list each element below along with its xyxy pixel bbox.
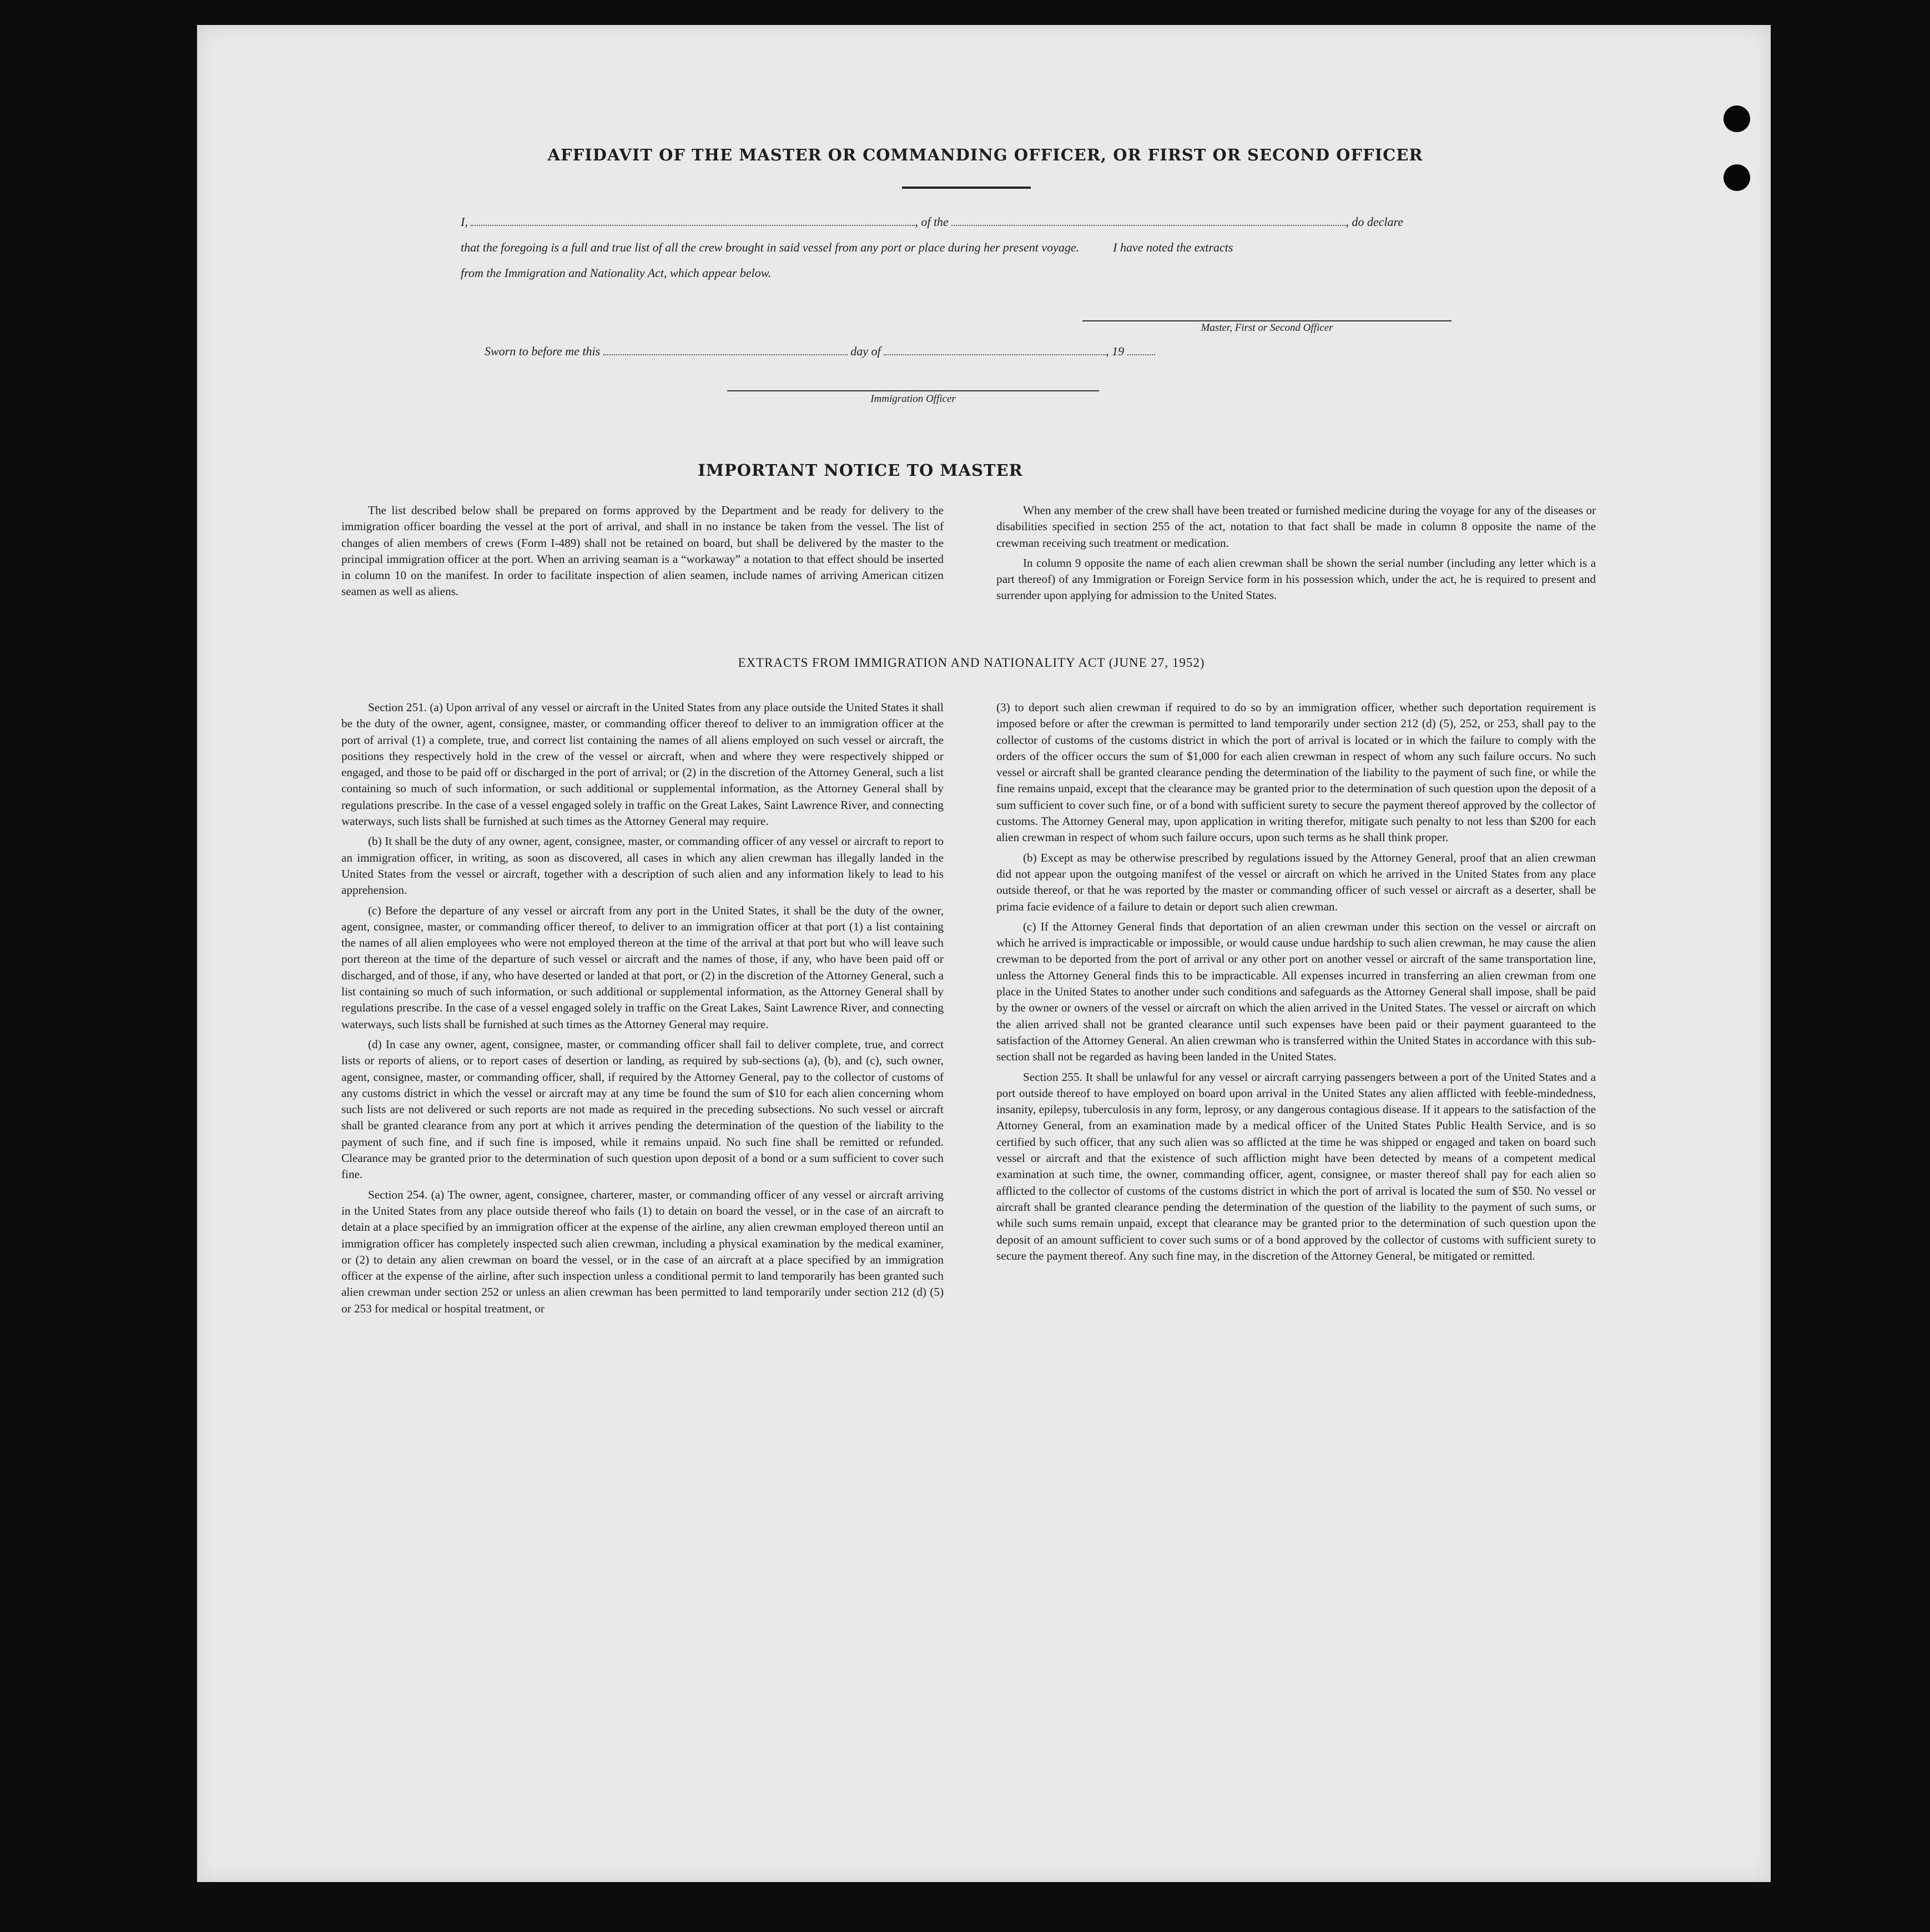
punch-hole — [1724, 164, 1750, 191]
declaration-line-1 — [461, 215, 1403, 229]
extract-paragraph: (b) Except as may be otherwise prescribed by regulations issued by the Attorney General, proof that an alien crewman did not appear upon the outgoing manifest of the vessel or aircraft on which he arrived in the United States from any place outside thereof, or that he was reported by the master or commanding officer of such vessel or aircraft as a deserter, shall be prima facie evidence of a failure to detain or deport such alien crewman. — [996, 851, 1596, 913]
extracts-title: EXTRACTS FROM IMMIGRATION AND NATIONALITY ACT (JUNE 27, 1952) — [738, 656, 1205, 670]
immigration-officer-label: Immigration Officer — [870, 393, 956, 405]
sworn-month-blank — [884, 344, 1106, 355]
master-signature-label: Master, First or Second Officer — [1201, 322, 1333, 334]
sworn-year-blank — [1127, 344, 1155, 355]
notice-title: IMPORTANT NOTICE TO MASTER — [698, 461, 1023, 480]
extracts-right-column — [996, 700, 1596, 1268]
sworn-day-blank — [603, 344, 848, 355]
notice-paragraph: The list described below shall be prepared on forms approved by the Department and be ready for delivery to the immigration officer boarding the vessel at the port of arrival, and shall in no instance be taken from the vessel. The list of changes of alien members of crews (Form I-489) shall not be retained on board, but shall be delivered by the master to the principal immigration officer at the port. When an arriving seaman is a “workaway” a notation to that effect should be inserted in column 10 on the manifest. In order to facilitate inspection of alien seamen, include names of arriving American citizen seamen as well as aliens. — [341, 504, 944, 598]
declaration-pronoun: I, — [461, 215, 468, 229]
sworn-text: Sworn to before me this — [485, 344, 601, 358]
affidavit-title: AFFIDAVIT OF THE MASTER OR COMMANDING OFFICER, OR FIRST OR SECOND OFFICER — [547, 145, 1423, 164]
sworn-year: , 19 — [1106, 344, 1125, 358]
declaration-line-3: from the Immigration and Nationality Act, which appear below. — [461, 266, 772, 280]
name-blank — [471, 215, 915, 226]
extract-paragraph: Section 255. It shall be unlawful for any vessel or aircraft carrying passengers between a port of the United States and a port outside thereof to have employed on board upon arrival in the United States any alien afflicted with feeble-mindedness, insanity, epilepsy, tuberculosis in any form, leprosy, or any dangerous contagious disease. If it appears to the satisfaction of the Attorney General, from an examination made by a medical officer of the United States Public Health Service, and is so certified by such officer, that any such alien was so afflicted at the time he was shipped or engaged and taken on board such vessel or aircraft and that the existence of such affliction might have been detected by means of a competent medical examination at such time, the owner, commanding officer, agent, consignee, or master thereof shall pay for each alien so afflicted to the collector of customs of the customs district in which the port of arrival is located the sum of $50. No vessel or aircraft shall be granted clearance pending the determination of the question of the liability to the payment of such sums, or while such sums remain unpaid, except that clearance may be granted prior to the determination of such question upon the deposit of an amount sufficient to cover such sums or of a bond approved by the collector of customs with sufficient surety to secure the payment thereof. Any such fine may, in the discretion of the Attorney General, be mitigated or remitted. — [996, 1070, 1596, 1262]
declaration-do-declare: , do declare — [1346, 215, 1403, 229]
declaration-of-the: , of the — [915, 215, 949, 229]
extract-paragraph: (c) If the Attorney General finds that deportation of an alien crewman under this section on the vessel or aircraft on which he arrived is impracticable or impossible, or would cause undue hardship to such alien crewman, he may cause the alien crewman to be deported from the port of arrival or any other port on another vessel or aircraft of the same transportation line, unless the Attorney General finds this to be impracticable. All expenses incurred in transferring an alien crewman from one place in the United States to another under such conditions and safeguards as the Attorney General shall impose, shall be paid by the owner or owners of the vessel or aircraft on which the alien arrived in the United States. The vessel or aircraft on which the alien arrived shall not be granted clearance until such expenses have been paid or their payment guaranteed to the satisfaction of the Attorney General. An alien crewman who is transferred within the United States in accordance with this sub-section shall not be regarded as having been landed in the United States. — [996, 919, 1596, 1064]
extract-paragraph: Section 254. (a) The owner, agent, consignee, charterer, master, or commanding officer of any vessel or aircraft arriving in the United States from any place outside thereof who fails (1) to detain on board the vessel, or in the case of an aircraft to detain at a place specified by an immigration officer at the expense of the airline, any alien crewman employed thereon until an immigration officer has completely inspected such alien crewman, including a physical examination by the medical examiner, or (2) to detain any alien crewman on board the vessel, or in the case of an aircraft at a place specified by an immigration officer at the expense of the airline, after such inspection unless a conditional permit to land temporarily has been granted such alien crewman under section 252 or unless an alien crewman has been permitted to land temporarily under section 212 (d) (5) or 253 for medical or hospital treatment, or — [341, 1188, 944, 1315]
notice-left-column — [341, 502, 944, 604]
extracts-left-column — [341, 700, 944, 1321]
sworn-day-of: day of — [850, 344, 881, 358]
sworn-line — [485, 344, 1155, 359]
title-rule — [902, 187, 1031, 189]
declaration-extracts: I have noted the extracts — [1113, 240, 1233, 254]
notice-paragraph: When any member of the crew shall have been treated or furnished medicine during the voyage for any of the diseases or disabilities specified in section 255 of the act, notation to that fact shall be made in column 8 opposite the name of the crewman receiving such treatment or medication. — [996, 504, 1596, 550]
extract-paragraph: (d) In case any owner, agent, consignee, master, or commanding officer shall fail to deliver complete, true, and correct lists or reports of aliens, or to report cases of desertion or landing, as required by sub-sections (a), (b), and (c), such owner, agent, consignee, master, or commanding officer, shall, if required by the Attorney General, pay to the collector of customs of any customs district in which the vessel or aircraft may at any time be found the sum of $10 for each alien concerning whom such lists are not delivered or such reports are not made as required in the preceding subsections. No such vessel or aircraft shall be granted clearance from any port at which it arrives pending the determination of the question of the liability to the payment of such fine, and if such fine is imposed, while it remains unpaid. No such fine shall be remitted or refunded. Clearance may be granted prior to the determination of such question upon deposit of a bond or a sum sufficient to cover such fine. — [341, 1037, 944, 1181]
extract-paragraph: Section 251. (a) Upon arrival of any vessel or aircraft in the United States from any place outside the United States it shall be the duty of the owner, agent, consignee, master, or commanding officer thereof to deliver to an immigration officer at the port of arrival (1) a complete, true, and correct list containing the names of all aliens employed on such vessel or aircraft, the positions they respectively hold in the crew of the vessel or aircraft, when and where they were respectively shipped or engaged, and those to be paid off or discharged in the port of arrival; or (2) in the discretion of the Attorney General, such a list containing so much of such information, or such additional or supplemental information, as the Attorney General shall by regulations prescribe. In the case of a vessel engaged solely in traffic on the Great Lakes, Saint Lawrence River, and connecting waterways, such lists shall be furnished at such times as the Attorney General may require. — [341, 701, 944, 828]
vessel-blank — [951, 215, 1346, 226]
notice-paragraph: In column 9 opposite the name of each alien crewman shall be shown the serial number (including any letter which is a part thereof) of any Immigration or Foreign Service form in his possession which, under the act, he is required to present and surrender upon applying for admission to the United States. — [996, 556, 1596, 602]
declaration-text: that the foregoing is a full and true list of all the crew brought in said vessel from any port or place during her present voyage. — [461, 240, 1080, 254]
extract-paragraph: (b) It shall be the duty of any owner, agent, consignee, master, or commanding officer of any vessel or aircraft to report to an immigration officer, in writing, as soon as discovered, all cases in which any alien crewman has illegally landed in the United States from the vessel or aircraft, together with a description of such alien and any information likely to lead to his apprehension. — [341, 834, 944, 897]
extract-paragraph: (3) to deport such alien crewman if required to do so by an immigration officer, whether such deportation requirement is imposed before or after the crewman is permitted to land temporarily under section 212 (d) (5), 252, or 253, shall pay to the collector of customs of the customs district in which the port of arrival is located or in which the failure to comply with the orders of the officer occurs the sum of $1,000 for each alien crewman in respect of whom any such failure occurs. No such vessel or aircraft shall be granted clearance pending the determination of the liability to the payment of such fine, or while the fine remains unpaid, except that the clearance may be granted prior to the determination of such question upon the deposit of a sum sufficient to cover such fine, or of a bond with sufficient surety to secure the payment thereof approved by the collector of customs. The Attorney General may, upon application in writing therefor, mitigate such penalty to not less than $200 for each alien crewman in respect of whom such failure occurs, upon such terms as he shall think proper. — [996, 701, 1596, 844]
declaration-line-2 — [461, 240, 1233, 255]
notice-right-column — [996, 502, 1596, 608]
extract-paragraph: (c) Before the departure of any vessel or aircraft from any port in the United States, it shall be the duty of the owner, agent, consignee, master, or commanding officer thereof, to deliver to an immigration officer at that port (1) a list containing the names of all alien employees who were not employed thereon at the time of the arrival at that port but who will leave such port thereon at the time of the departure of such vessel or aircraft and the names of those, if any, who have been paid off or discharged, and of those, if any, who have deserted or landed at that port, or (2) in the discretion of the Attorney General, such a list containing so much of such information, or such additional or supplemental information, as the Attorney General shall by regulations prescribe. In the case of a vessel engaged solely in traffic on the Great Lakes, Saint Lawrence River, and connecting waterways, such lists shall be furnished at such times as the Attorney General may require. — [341, 903, 944, 1031]
immigration-officer-signature-line — [727, 390, 1099, 391]
master-signature-line — [1082, 320, 1452, 321]
punch-hole — [1724, 105, 1750, 132]
